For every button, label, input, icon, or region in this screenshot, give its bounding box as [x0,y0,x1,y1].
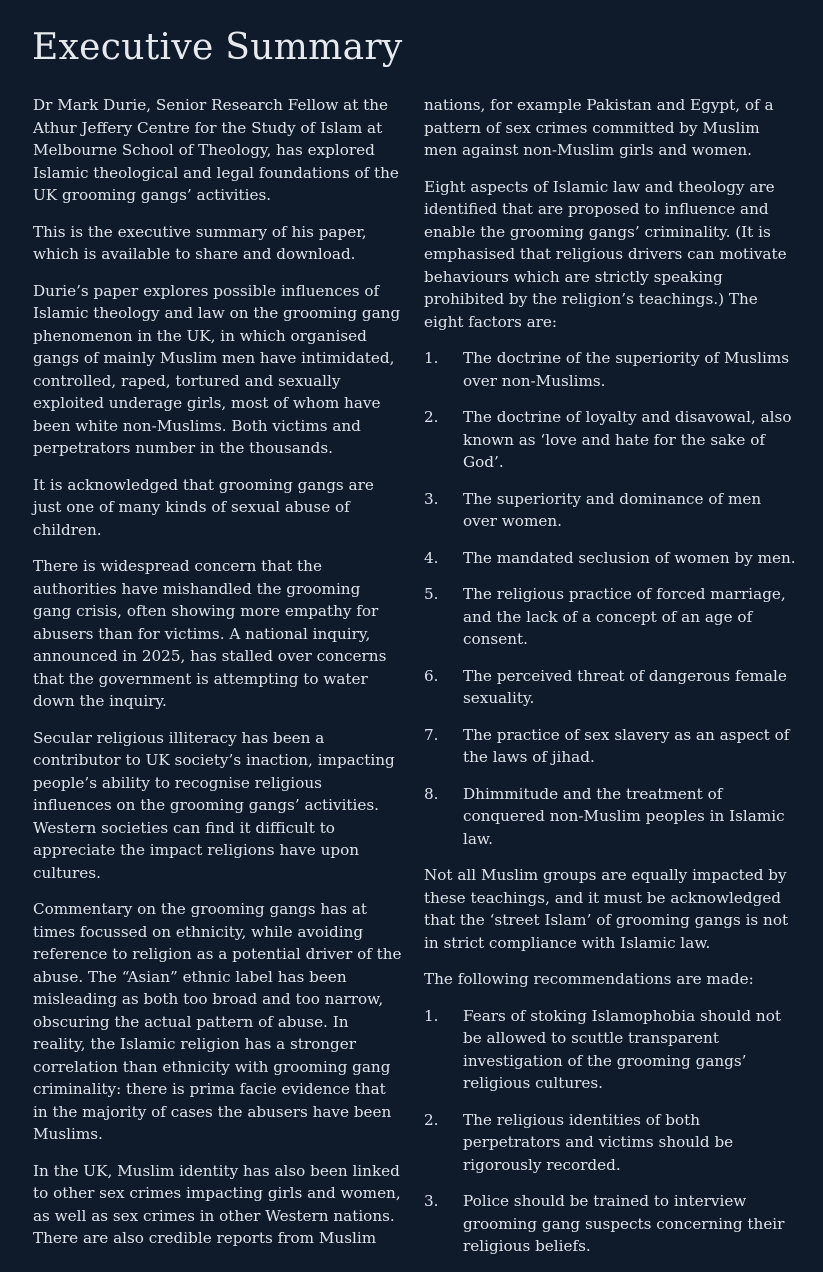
list-number: 1. [424,1006,439,1025]
list-number: 2. [424,1110,439,1129]
body-paragraph: In the UK, Muslim identity has also been linked to other sex crimes impacting girls and women, as well as sex crimes in other Western nations. There are also credible reports from Muslim [33,1161,401,1247]
body-paragraph-continued: nations, for example Pakistan and Egypt, of a pattern of sex crimes committed by Muslim men against non-Muslim girls and women. [424,96,774,159]
body-paragraph: Not all Muslim groups are equally impacted by these teachings, and it must be acknowledged that the ‘street Islam’ of grooming gangs is not in strict compliance with Islamic law. [424,866,789,952]
list-item [424,347,796,392]
recommendations-intro: The following recommendations are made: [424,970,754,988]
factors-list [424,347,796,850]
list-number: 2. [424,408,439,426]
body-paragraph: There is widespread concern that the authorities have mishandled the grooming gang crisis, often showing more empathy for abusers than for victims. A national inquiry, announced in 2025, has stalled over concerns that the government is attempting to water down the inquiry. [33,557,387,710]
list-text: The religious practice of forced marriage, and the lack of a concept of an age of consent. [463,585,786,648]
list-number: 3. [424,1192,439,1210]
recommendations-list [424,1005,796,1258]
list-text: The perceived threat of dangerous female sexuality. [463,666,787,707]
factors-intro: Eight aspects of Islamic law and theology are identified that are proposed to influence and enable the grooming gangs’ criminality. (It is emphasised that religious drivers can motivate behaviours which are strictly speaking prohibited by the religion’s teachings.) The eight factors are: [424,177,787,331]
list-number: 7. [424,725,439,744]
page-title: Executive Summary [32,27,403,68]
list-item [424,1109,796,1177]
body-paragraph: Secular religious illiteracy has been a contributor to UK society’s inaction, impacting people’s ability to recognise religious influences on the grooming gangs’ activities. Western societies can find it difficult to appreciate the impact religions have upon cultures. [33,728,395,882]
list-text: The mandated seclusion of women by men. [463,548,796,567]
list-item [424,547,796,570]
list-number: 1. [424,349,439,367]
list-text: The religious identities of both perpetrators and victims should be rigorously recorded. [463,1110,734,1174]
list-text: Dhimmitude and the treatment of conquered non-Muslim peoples in Islamic law. [463,784,785,848]
list-item [424,488,796,533]
list-item [424,583,796,651]
list-item [424,665,796,710]
right-column [424,94,796,1272]
body-paragraph: Durie’s paper explores possible influences of Islamic theology and law on the grooming gang phenomenon in the UK, in which organised gangs of mainly Muslim men have intimidated, controlled, raped, tortured and sexually exploited underage girls, most of whom have been white non-Muslims. Both victims and perpetrators number in the thousands. [33,281,401,457]
body-paragraph: Dr Mark Durie, Senior Research Fellow at the Athur Jeffery Centre for the Study of Islam at Melbourne School of Theology, has explored Islamic theological and legal foundations of the UK grooming gangs’ activities. [33,96,399,204]
list-item [424,1190,796,1258]
list-text: The doctrine of the superiority of Muslims over non-Muslims. [463,349,790,390]
list-number: 3. [424,489,439,508]
body-paragraph: It is acknowledged that grooming gangs are just one of many kinds of sexual abuse of children. [33,475,374,539]
left-column [33,94,403,1264]
list-number: 5. [424,585,439,603]
list-text: Police should be trained to interview grooming gang suspects concerning their religious beliefs. [463,1192,785,1255]
list-text: Fears of stoking Islamophobia should not be allowed to scuttle transparent investigation of the grooming gangs’ religious cultures. [463,1006,781,1092]
list-text: The superiority and dominance of men over women. [463,489,762,530]
list-number: 8. [424,784,439,803]
list-text: The practice of sex slavery as an aspect of the laws of jihad. [463,725,790,766]
body-paragraph: This is the executive summary of his paper, which is available to share and download. [33,222,367,263]
list-item [424,406,796,474]
list-item [424,783,796,851]
list-text: The doctrine of loyalty and disavowal, also known as ‘love and hate for the sake of God’. [463,408,792,471]
body-paragraph: Commentary on the grooming gangs has at times focussed on ethnicity, while avoiding reference to religion as a potential driver of the abuse. The “Asian” ethnic label has been misleading as both too broad and too narrow, obscuring the actual pattern of abuse. In reality, the Islamic religion has a stronger correlation than ethnicity with grooming gang criminality: there is prima facie evidence that in the majority of cases the abusers have been Muslims. [33,900,402,1143]
list-item [424,724,796,769]
list-number: 4. [424,548,439,567]
list-number: 6. [424,666,439,685]
list-item [424,1005,796,1095]
